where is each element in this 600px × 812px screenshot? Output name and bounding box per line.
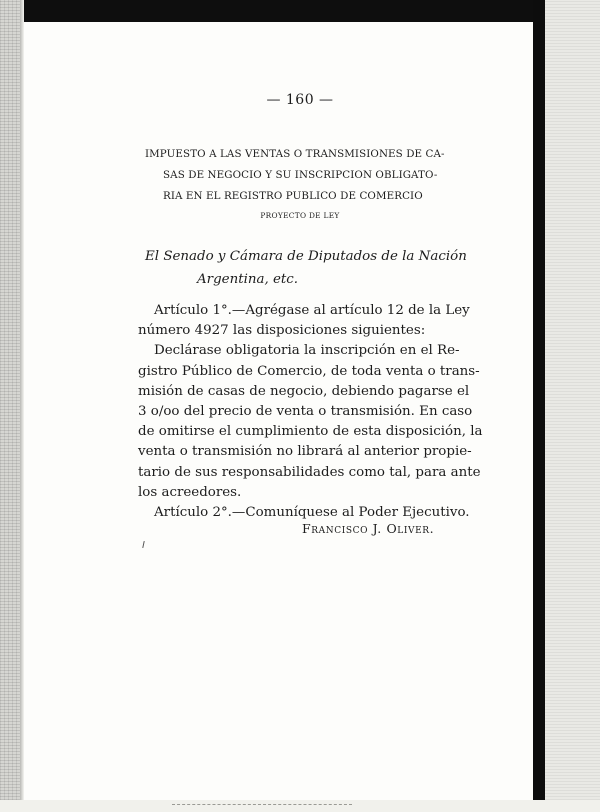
body-line: número 4927 las disposiciones siguientes: (138, 323, 426, 339)
body-line: misión de casas de negocio, debiendo pagarse el (138, 383, 470, 399)
body-line: 3 o/oo del precio de venta o transmisión. En caso (138, 404, 473, 420)
law-body (138, 301, 483, 523)
body-line: los acreedores. (138, 484, 242, 500)
scan-top-shadow (0, 0, 600, 22)
body-line: Artículo 2°.—Comuníquese al Poder Ejecutivo. (154, 505, 470, 521)
page-number: — 160 — (266, 92, 334, 108)
heading-line: IMPUESTO A LAS VENTAS O TRANSMISIONES DE CA- (145, 148, 445, 160)
scan-left-edge (0, 0, 20, 812)
body-line: tario de sus responsabilidades como tal, para ante (138, 464, 481, 480)
scan-right-margin (545, 0, 600, 812)
scan-bottom-edge (0, 800, 600, 812)
document-heading (145, 144, 457, 207)
heading-line: RIA EN EL REGISTRO PUBLICO DE COMERCIO (163, 190, 423, 202)
body-line: Declárase obligatoria la inscripción en el Re- (154, 343, 460, 359)
body-line: venta o transmisión no librará al anterior propie- (138, 444, 472, 460)
preamble (145, 245, 467, 291)
scan-bottom-mark (172, 804, 352, 805)
document-subheading: PROYECTO DE LEY (260, 211, 340, 220)
preamble-line: El Senado y Cámara de Diputados de la Nación (145, 249, 467, 264)
preamble-line: Argentina, etc. (197, 272, 299, 287)
scan-left-edge-shadow (20, 0, 24, 812)
body-line: gistro Público de Comercio, de toda venta o trans- (138, 363, 480, 379)
scan-right-edge (533, 0, 545, 812)
body-line: Artículo 1°.—Agrégase al artículo 12 de la Ley (154, 303, 470, 318)
heading-line: SAS DE NEGOCIO Y SU INSCRIPCION OBLIGATO- (163, 169, 438, 181)
signature: Francisco J. Oliver. (302, 521, 435, 536)
scan-speck (142, 541, 144, 548)
body-line: de omitirse el cumplimiento de esta disposición, la (138, 424, 483, 440)
